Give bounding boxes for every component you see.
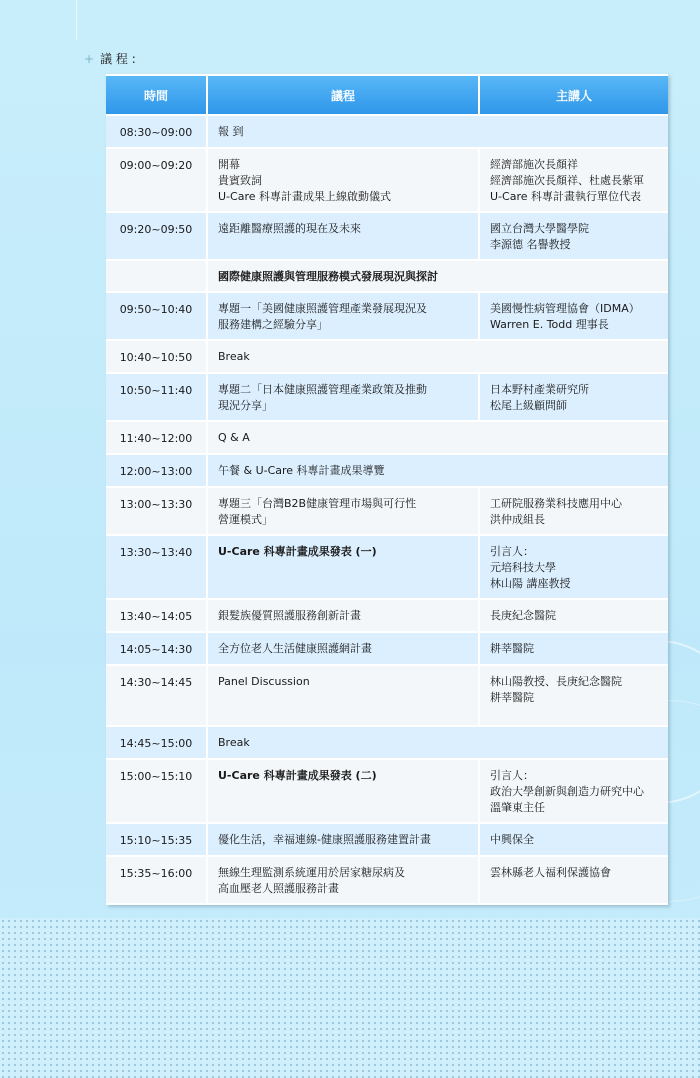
agenda-line: 銀髮族優質照護服務創新計畫 (218, 609, 361, 622)
time-cell: 14:30~14:45 (106, 666, 206, 725)
table-row (106, 422, 668, 453)
section-heading (84, 50, 136, 67)
speaker-line: 工研院服務業科技應用中心 (490, 497, 622, 510)
agenda-table (106, 74, 668, 905)
time-cell: 12:00~13:00 (106, 455, 206, 486)
agenda-cell (206, 727, 668, 758)
agenda-cell (206, 149, 478, 211)
agenda-line: 服務建構之經驗分享」 (218, 318, 328, 331)
time-cell: 15:00~15:10 (106, 760, 206, 822)
agenda-line: 無線生理監測系統運用於居家糖尿病及 (218, 866, 405, 879)
table-row (106, 149, 668, 211)
agenda-line: 遠距離醫療照護的現在及未來 (218, 222, 361, 235)
speaker-line: 松尾上級顧問師 (490, 399, 567, 412)
agenda-cell (206, 422, 668, 453)
speaker-cell (478, 857, 668, 903)
speaker-line: 美國慢性病管理協會（IDMA） (490, 302, 640, 315)
dotted-footer-pattern (0, 918, 700, 1078)
speaker-cell (478, 488, 668, 534)
speaker-line: U-Care 科專計畫執行單位代表 (490, 190, 641, 203)
speaker-line: 溫肇東主任 (490, 801, 545, 814)
agenda-cell (206, 374, 478, 420)
agenda-body (106, 116, 668, 903)
agenda-cell (206, 600, 478, 631)
table-row (106, 116, 668, 147)
agenda-line: U-Care 科專計畫成果發表 (二) (218, 769, 377, 782)
speaker-line: 引言人： (490, 769, 534, 782)
agenda-cell (206, 116, 668, 147)
agenda-table-container (106, 74, 668, 905)
agenda-cell (206, 261, 668, 291)
table-header-row (106, 76, 668, 114)
speaker-line: 國立台灣大學醫學院 (490, 222, 589, 235)
speaker-line: 日本野村產業研究所 (490, 383, 589, 396)
speaker-cell (478, 666, 668, 725)
agenda-line: 報 到 (218, 125, 244, 138)
agenda-line: Break (218, 736, 250, 749)
agenda-cell (206, 760, 478, 822)
agenda-cell (206, 293, 478, 339)
agenda-line: 專題三「台灣B2B健康管理市場與可行性 (218, 497, 417, 510)
agenda-line: 國際健康照護與管理服務模式發展現況與探討 (218, 270, 438, 283)
agenda-line: 營運模式」 (218, 513, 273, 526)
agenda-cell (206, 633, 478, 664)
agenda-line: 開幕 (218, 158, 240, 171)
section-title: 議 程 : (100, 52, 136, 66)
table-row (106, 666, 668, 725)
speaker-line: 雲林縣老人福利保護協會 (490, 866, 611, 879)
table-row (106, 633, 668, 664)
agenda-line: 專題二「日本健康照護管理產業政策及推動 (218, 383, 427, 396)
speaker-line: 洪仲成組長 (490, 513, 545, 526)
time-cell: 10:40~10:50 (106, 341, 206, 372)
speaker-line: 長庚紀念醫院 (490, 609, 556, 622)
speaker-line: 林山陽教授、長庚紀念醫院 (490, 675, 622, 688)
time-cell: 09:20~09:50 (106, 213, 206, 259)
speaker-cell (478, 293, 668, 339)
agenda-line: 優化生活，幸福連線-健康照護服務建置計畫 (218, 833, 431, 846)
time-cell: 10:50~11:40 (106, 374, 206, 420)
speaker-line: 政治大學創新與創造力研究中心 (490, 785, 644, 798)
speaker-line: 經濟部施次長顏祥 (490, 158, 578, 171)
agenda-cell (206, 455, 668, 486)
plus-icon: + (84, 51, 95, 66)
agenda-cell (206, 824, 478, 855)
decorative-line (76, 0, 77, 40)
speaker-cell (478, 824, 668, 855)
header-agenda: 議程 (206, 76, 478, 114)
time-cell (106, 261, 206, 291)
agenda-line: U-Care 科專計畫成果發表 (一) (218, 545, 377, 558)
time-cell: 09:50~10:40 (106, 293, 206, 339)
table-row (106, 374, 668, 420)
agenda-line: 全方位老人生活健康照護網計畫 (218, 642, 372, 655)
time-cell: 15:35~16:00 (106, 857, 206, 903)
table-row (106, 824, 668, 855)
agenda-line: 貴賓致詞 (218, 174, 262, 187)
agenda-line: Q & A (218, 431, 250, 444)
agenda-cell (206, 341, 668, 372)
time-cell: 11:40~12:00 (106, 422, 206, 453)
speaker-line: 耕莘醫院 (490, 642, 534, 655)
speaker-cell (478, 633, 668, 664)
speaker-cell (478, 149, 668, 211)
speaker-cell (478, 213, 668, 259)
agenda-cell (206, 857, 478, 903)
time-cell: 14:45~15:00 (106, 727, 206, 758)
agenda-cell (206, 536, 478, 598)
agenda-line: 現況分享」 (218, 399, 273, 412)
table-row (106, 727, 668, 758)
table-row (106, 760, 668, 822)
table-row (106, 600, 668, 631)
table-row (106, 488, 668, 534)
time-cell: 13:40~14:05 (106, 600, 206, 631)
time-cell: 13:00~13:30 (106, 488, 206, 534)
agenda-cell (206, 213, 478, 259)
speaker-cell (478, 600, 668, 631)
time-cell: 08:30~09:00 (106, 116, 206, 147)
table-row (106, 857, 668, 903)
time-cell: 14:05~14:30 (106, 633, 206, 664)
table-row (106, 536, 668, 598)
agenda-line: Panel Discussion (218, 675, 310, 688)
header-speaker: 主講人 (478, 76, 668, 114)
speaker-cell (478, 536, 668, 598)
time-cell: 09:00~09:20 (106, 149, 206, 211)
agenda-cell (206, 666, 478, 725)
agenda-line: 午餐 & U-Care 科專計畫成果導覽 (218, 464, 385, 477)
speaker-cell (478, 374, 668, 420)
table-row (106, 213, 668, 259)
speaker-line: 中興保全 (490, 833, 534, 846)
speaker-line: 元培科技大學 (490, 561, 556, 574)
speaker-line: 林山陽 講座教授 (490, 577, 571, 590)
table-row (106, 455, 668, 486)
table-row (106, 341, 668, 372)
agenda-line: 高血壓老人照護服務計畫 (218, 882, 339, 895)
agenda-line: Break (218, 350, 250, 363)
speaker-line: Warren E. Todd 理事長 (490, 318, 609, 331)
speaker-line: 耕莘醫院 (490, 691, 534, 704)
agenda-cell (206, 488, 478, 534)
speaker-cell (478, 760, 668, 822)
table-row (106, 261, 668, 291)
speaker-line: 引言人： (490, 545, 534, 558)
agenda-line: 專題一「美國健康照護管理產業發展現況及 (218, 302, 427, 315)
time-cell: 15:10~15:35 (106, 824, 206, 855)
agenda-line: U-Care 科專計畫成果上線啟動儀式 (218, 190, 391, 203)
speaker-line: 李源德 名譽教授 (490, 238, 571, 251)
table-row (106, 293, 668, 339)
speaker-line: 經濟部施次長顏祥、杜處長紫軍 (490, 174, 644, 187)
time-cell: 13:30~13:40 (106, 536, 206, 598)
header-time: 時間 (106, 76, 206, 114)
